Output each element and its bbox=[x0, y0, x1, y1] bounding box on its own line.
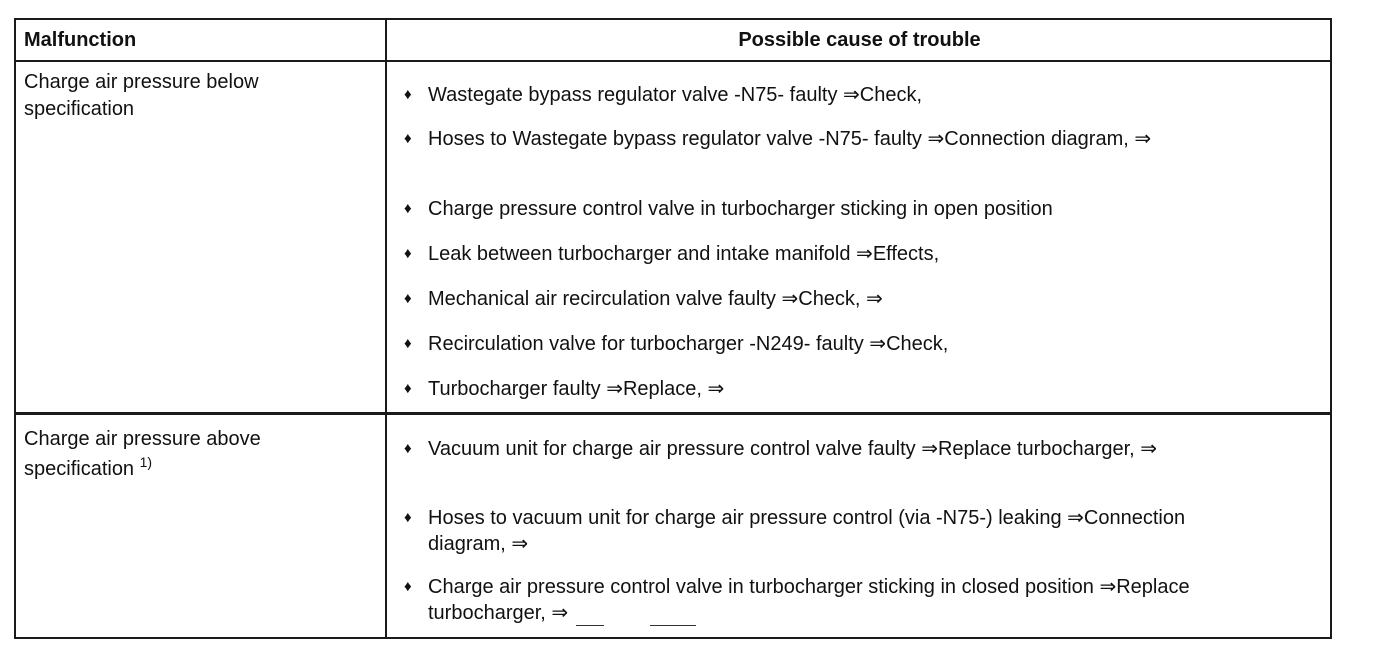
row1-cause-5 bbox=[404, 286, 1314, 312]
row2-malfunction bbox=[24, 424, 364, 484]
row2-cause-2 bbox=[404, 505, 1204, 557]
cause-text: Hoses to vacuum unit for charge air pressure control (via -N75-) leaking ⇒Connection diagram, ⇒ bbox=[428, 507, 1186, 555]
row1-cause-1 bbox=[404, 82, 1314, 108]
cause-text: Recirculation valve for turbocharger -N249- faulty ⇒Check, bbox=[428, 333, 949, 355]
blank-underline bbox=[650, 611, 696, 626]
header-divider bbox=[14, 60, 1332, 62]
bullet-diamond-icon: ♦ bbox=[404, 380, 412, 397]
cause-text-wrap bbox=[428, 574, 1234, 626]
header-malfunction: Malfunction bbox=[24, 29, 137, 51]
row1-cause-2 bbox=[404, 126, 1314, 152]
row1-cause-3 bbox=[404, 196, 1314, 222]
blank-underline bbox=[576, 611, 604, 626]
malfunction-text: Charge air pressure above specification bbox=[24, 428, 261, 480]
cause-text: Charge pressure control valve in turbocharger sticking in open position bbox=[428, 198, 1053, 220]
row2-cause-1 bbox=[404, 436, 1314, 462]
cause-text: Vacuum unit for charge air pressure control valve faulty ⇒Replace turbocharger, ⇒ bbox=[428, 438, 1158, 460]
bullet-diamond-icon: ♦ bbox=[404, 245, 412, 262]
footnote-marker: 1) bbox=[139, 454, 153, 470]
row1-cause-4 bbox=[404, 241, 1314, 267]
cause-text: Wastegate bypass regulator valve -N75- faulty ⇒Check, bbox=[428, 84, 923, 106]
row1-cause-6 bbox=[404, 331, 1314, 357]
row2-cause-3 bbox=[404, 574, 1234, 626]
cause-text: Leak between turbocharger and intake manifold ⇒Effects, bbox=[428, 243, 940, 265]
bullet-diamond-icon: ♦ bbox=[404, 509, 412, 526]
bullet-diamond-icon: ♦ bbox=[404, 335, 412, 352]
bullet-diamond-icon: ♦ bbox=[404, 200, 412, 217]
cause-text: Charge air pressure control valve in turbocharger sticking in closed position ⇒Replace turbocharger, ⇒ bbox=[428, 576, 1190, 624]
row1-cause-7 bbox=[404, 376, 1314, 402]
bullet-diamond-icon: ♦ bbox=[404, 440, 412, 457]
bullet-diamond-icon: ♦ bbox=[404, 86, 412, 103]
bullet-diamond-icon: ♦ bbox=[404, 290, 412, 307]
bullet-diamond-icon: ♦ bbox=[404, 130, 412, 147]
cause-text: Mechanical air recirculation valve faulty ⇒Check, ⇒ bbox=[428, 288, 883, 310]
row1-malfunction: Charge air pressure below specification bbox=[24, 71, 259, 120]
cause-text: Hoses to Wastegate bypass regulator valve -N75- faulty ⇒Connection diagram, ⇒ bbox=[428, 128, 1152, 150]
header-possible-cause: Possible cause of trouble bbox=[738, 29, 981, 51]
cause-text: Turbocharger faulty ⇒Replace, ⇒ bbox=[428, 378, 725, 400]
row-divider bbox=[14, 412, 1332, 415]
bullet-diamond-icon: ♦ bbox=[404, 578, 412, 595]
column-divider bbox=[385, 18, 387, 639]
